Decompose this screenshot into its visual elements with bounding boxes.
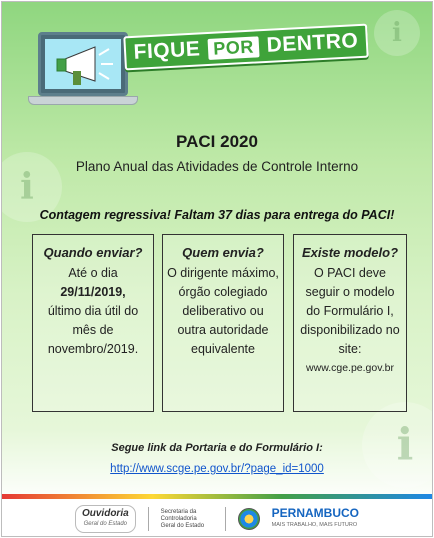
- fique-por-dentro-banner: [123, 24, 368, 71]
- info-box-who: [162, 234, 284, 412]
- megaphone-icon: [47, 41, 123, 91]
- info-icon: i: [1, 152, 62, 222]
- deadline-date: 29/11/2019,: [60, 285, 126, 299]
- state-name: PERNAMBUCO: [271, 506, 360, 520]
- countdown-text: Contagem regressiva! Faltam 37 dias para entrega do PACI!: [39, 208, 395, 222]
- box-text: O PACI deve seguir o modelo do Formulário I, disponibilizado no site:: [300, 266, 400, 356]
- site-text: www.cge.pe.gov.br: [306, 362, 394, 374]
- page-subtitle: Plano Anual das Atividades de Controle Interno: [75, 159, 359, 174]
- ouvidoria-name: Ouvidoria: [81, 508, 129, 519]
- newsletter-card: [1, 1, 433, 537]
- page-title: PACI 2020: [176, 132, 258, 151]
- pernambuco-logo: [272, 507, 359, 531]
- box-heading: Quem envia?: [182, 245, 264, 260]
- state-slogan: MAIS TRABALHO, MAIS FUTURO: [271, 522, 358, 528]
- state-seal-icon: [238, 508, 260, 530]
- banner-fique: FIQUE: [133, 37, 201, 64]
- footer-logos: [2, 499, 432, 537]
- ouvidoria-logo: [75, 505, 136, 533]
- box-heading: Quando enviar?: [43, 245, 143, 260]
- link-label: Segue link da Portaria e do Formulário I:: [111, 442, 323, 454]
- divider: [148, 507, 149, 531]
- info-icon: i: [374, 10, 420, 56]
- info-box-model: [293, 234, 407, 412]
- info-box-when: [32, 234, 154, 412]
- banner-por: POR: [208, 36, 260, 60]
- box-text: último dia útil do mês de novembro/2019.: [47, 304, 139, 356]
- divider: [225, 507, 226, 531]
- laptop-icon: [28, 32, 138, 110]
- banner-dentro: DENTRO: [266, 29, 359, 57]
- box-text: O dirigente máximo, órgão colegiado deliberativo ou outra autoridade equivalente: [167, 266, 279, 356]
- info-icon: i: [362, 402, 433, 488]
- secretaria-logo: Secretaria da Controladoria Geral do Estado: [160, 508, 205, 529]
- ouvidoria-sub: Geral do Estado: [83, 521, 127, 527]
- box-heading: Existe modelo?: [301, 245, 399, 260]
- box-text: Até o dia: [68, 266, 118, 280]
- portaria-link[interactable]: http://www.scge.pe.gov.br/?page_id=1000: [110, 463, 324, 475]
